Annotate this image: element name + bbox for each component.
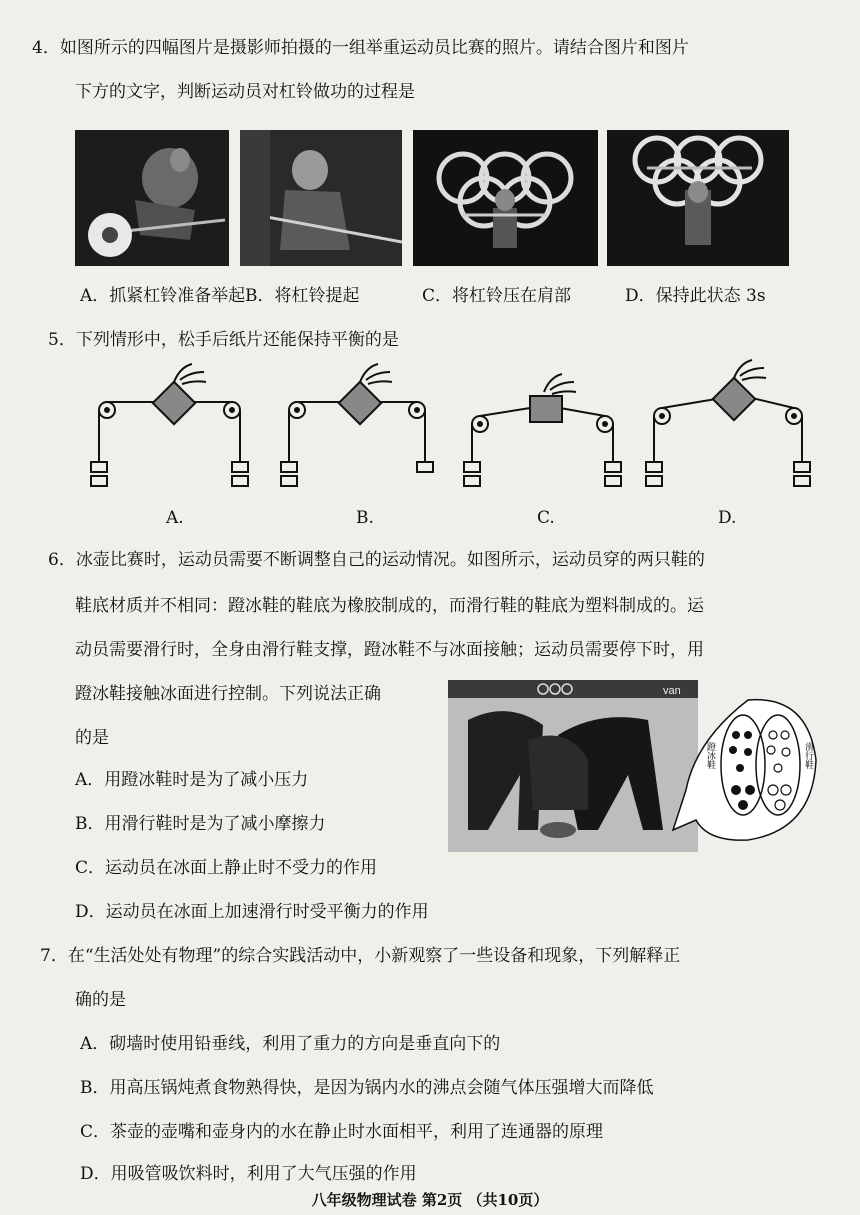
q7-option-c: C．茶壶的壶嘴和壶身内的水在静止时水面相平，利用了连通器的原理 — [80, 1122, 604, 1142]
q4-stem-line1: 4．如图所示的四幅图片是摄影师拍摄的一组举重运动员比赛的照片。请结合图片和图片 — [32, 38, 689, 58]
q6-stem-line2: 鞋底材质并不相同：蹬冰鞋的鞋底为橡胶制成的，而滑行鞋的鞋底为塑料制成的。运 — [75, 596, 704, 616]
weightlifting-photo-d — [607, 130, 789, 266]
q5-label-d: D. — [718, 508, 737, 528]
q6-stem-line4: 蹬冰鞋接触冰面进行控制。下列说法正确 — [75, 684, 381, 704]
q6-stem-line1: 6．冰壶比赛时，运动员需要不断调整自己的运动情况。如图所示，运动员穿的两只鞋的 — [48, 550, 705, 570]
weightlifting-photo-c — [413, 130, 598, 266]
q6-stem-line3: 动员需要滑行时，全身由滑行鞋支撑，蹬冰鞋不与冰面接触；运动员需要停下时，用 — [75, 640, 704, 660]
banner-text: van — [663, 685, 681, 697]
q5-label-a: A. — [166, 508, 184, 528]
q7-option-b: B．用高压锅炖煮食物熟得快，是因为锅内水的沸点会随气体压强增大而降低 — [80, 1078, 654, 1098]
kick-shoe-label: 蹬冰鞋 — [705, 742, 715, 769]
q6-option-c: C．运动员在冰面上静止时不受力的作用 — [75, 858, 378, 878]
q5-stem: 5．下列情形中，松手后纸片还能保持平衡的是 — [48, 330, 399, 350]
balance-diagram-b — [281, 364, 433, 486]
q4-option-b: B．将杠铃提起 — [245, 286, 360, 306]
q7-option-a: A．砌墙时使用铅垂线，利用了重力的方向是垂直向下的 — [80, 1034, 501, 1054]
q7-option-d: D．用吸管吸饮料时，利用了大气压强的作用 — [80, 1164, 417, 1184]
weightlifting-photo-a — [75, 130, 229, 266]
q6-stem-line5: 的是 — [75, 728, 109, 748]
page-footer: 八年级物理试卷 第2页 （共10页） — [311, 1191, 549, 1209]
balance-diagram-a — [91, 364, 248, 486]
paper-card-balance-figure — [82, 352, 822, 532]
q4-stem-line2: 下方的文字，判断运动员对杠铃做功的过程是 — [75, 82, 415, 102]
q4-option-c: C．将杠铃压在肩部 — [422, 286, 572, 306]
slide-shoe-label: 滑行鞋 — [803, 742, 813, 769]
balance-diagram-d — [646, 360, 810, 486]
q6-option-d: D．运动员在冰面上加速滑行时受平衡力的作用 — [75, 902, 429, 922]
q7-stem-line2: 确的是 — [75, 990, 126, 1010]
q5-label-c: C. — [537, 508, 555, 528]
weightlifting-photo-b — [240, 130, 402, 266]
q7-stem-line1: 7．在“生活处处有物理”的综合实践活动中，小新观察了一些设备和现象，下列解释正 — [40, 946, 681, 966]
curling-figure — [448, 680, 820, 852]
q4-option-a: A．抓紧杠铃准备举起 — [80, 286, 246, 306]
q5-label-b: B. — [356, 508, 374, 528]
q6-option-a: A．用蹬冰鞋时是为了减小压力 — [75, 770, 309, 790]
q4-option-d: D．保持此状态 3s — [625, 286, 766, 306]
balance-diagram-c — [464, 374, 621, 486]
q6-option-b: B．用滑行鞋时是为了减小摩擦力 — [75, 814, 326, 834]
